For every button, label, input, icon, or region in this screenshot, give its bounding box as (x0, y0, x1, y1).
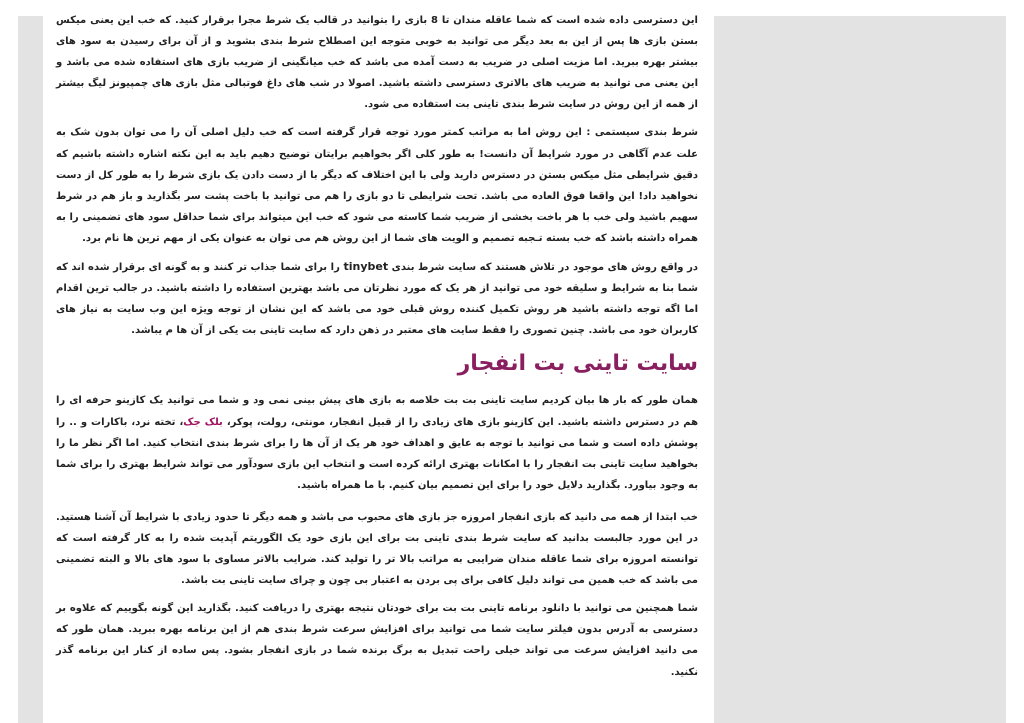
left-gutter (18, 16, 43, 723)
paragraph-casino-start: همان طور که بار ها بیان کردیم سایت تاینی بت بت خلاصه به بازی های پیش بینی نمی ود و شما می توانید یک کازینو حرفه ای را هم در دسترس داشته باشید. این کازینو بازی های زیادی را از قبیل انفجار، مونتی، رولت، پوکر، (56, 395, 698, 428)
paragraph-methods (56, 256, 698, 341)
brand-name-tinybet: tinybet (343, 260, 389, 274)
paragraph-casino (56, 390, 698, 495)
paragraph-casino-end: ، تخته نرد، باکارات و .. را پوشش داده است و شما می توانید با توجه به عایق و اهداف خود هر یک از آن ها را برای شرط بندی انتخاب کنید. اما اگر نظر ما را بخواهید سایت تاینی بت انفجار را با امکانات بهتری ارائه کرده است و انتخاب این بازی سودآور می تواند شرایط بهتری را برای شما به وجود بیاورد. بگذارید دلایل خود را برای این تصمیم بیان کنیم. با ما همراه باشید. (56, 416, 698, 491)
paragraph-multi-bet: این دسترسی داده شده است که شما عاقله مندان تا 8 بازی را بتوانید در قالب یک شرط مجرا برقرار کنید. که خب این یعنی میکس بستن بازی ها پس از این به بعد دیگر می توانید به خوبی متوجه این اصطلاح شرط بندی بشوید و از آن برای رسیدن به سود های بیشتر بهره ببرید. اما مزیت اصلی در ضریب به دست آمده می باشد که خب میانگینی از ضریب بازی های استفاده شده می باشد و این یعنی می توانید به ضریب های بالاتری دسترسی داشته باشید. اصولا در شب های داغ فوتبالی مثل بازی های چمپیونز لیگ بیشتر از همه از این روش در سایت شرط بندی تاینی بت استفاده می شود. (56, 15, 698, 111)
paragraph-app-download: شما همچنین می توانید با دانلود برنامه تاینی بت بت برای خودتان نتیجه بهتری را دریافت کنید. بگذارید این گونه بگوییم که علاوه بر دسترسی به آدرس بدون فیلتر سایت شما می توانید برای افزایش سرعت شرط بندی هم از این برنامه بهره ببرید. همان طور که می دانید افزایش سرعت می تواند خیلی راحت تبدیل به برگ برنده شما در بازی انفجار بشود. پس ساده از کنار این برنامه گذر نکنید. (56, 603, 698, 678)
paragraph-crash-game: خب ابتدا از همه می دانید که بازی انفجار امروزه جز بازی های محبوب می باشد و همه دیگر تا حدود زیادی با شرایط آن آشنا هستید. در این مورد جالبست بدانید که سایت شرط بندی تاینی بت برای این بازی خود یک الگوریتم آپدیت شده را به کار گرفته است که توانسته امروزه برای شما عاقله مندان ضرایبی به مراتب بالا تر را تولید کند. ضرایب بالاتر مساوی با سود های بالا و البته تضمینی می باشد که خب همین می تواند دلیل کافی برای پی بردن به اعتبار بی چون و چرای سایت تاینی بت باشد. (56, 511, 698, 587)
paragraph-system-bet: شرط بندی سیستمی : این روش اما به مراتب کمتر مورد توجه قرار گرفته است که خب دلیل اصلی آن را می توان بدون شک به علت عدم آگاهی در مورد شرایط آن دانست! به طور کلی اگر بخواهیم برایتان توضیح دهیم باید به این نکته اشاره داشته باشیم که دقیق شرایطی مثل میکس بستن در دسترس دارید ولی با این اختلاف که دیگر با از دست دادن یک بازی شرط را به طور کل از دست نخواهید داد! این واقعا فوق العاده می باشد. تحت شرایطی تا دو بازی را هم می توانید با باخت پشت سر بگذارید و باز هم در شرط سهیم باشید ولی خب با هر باخت بخشی از ضریب شما کاسته می شود که خب این میتواند برای شما حداقل سود های تضمینی را به همراه داشته باشد که خب بسته تـجبه تصمیم و الویت های شما از این روش هم می توان به عنوان یکی از مهم ترین ها نام برد. (56, 127, 698, 244)
paragraph-methods-start: در واقع روش های موجود در تلاش هستند که سایت شرط بندی (388, 262, 698, 274)
section-heading: سایت تاینی بت انفجار (457, 351, 698, 377)
paragraph-methods-end: را برای شما جذاب تر کنند و به گونه ای برقرار شده اند که شما بنا به شرایط و سلیقه خود می توانید از هر یک که مورد نظرتان می باشد بهترین استفاده را داشته باشید. در جالب ترین اقدام اما اگه توجه داشته باشید هر روش تکمیل کننده روش قبلی خود می باشد که این نشان از توجه ویژه این وب سایت به نیاز های کاربران خود می باشد. چنین تصوری را فقط سایت های معتبر در ذهن دارد که سایت تاینی بت یکی از آن ها م یباشد. (56, 262, 698, 337)
article-body (56, 10, 698, 690)
blackjack-link[interactable]: بلک جک (183, 416, 223, 428)
sidebar-panel (714, 16, 1006, 723)
